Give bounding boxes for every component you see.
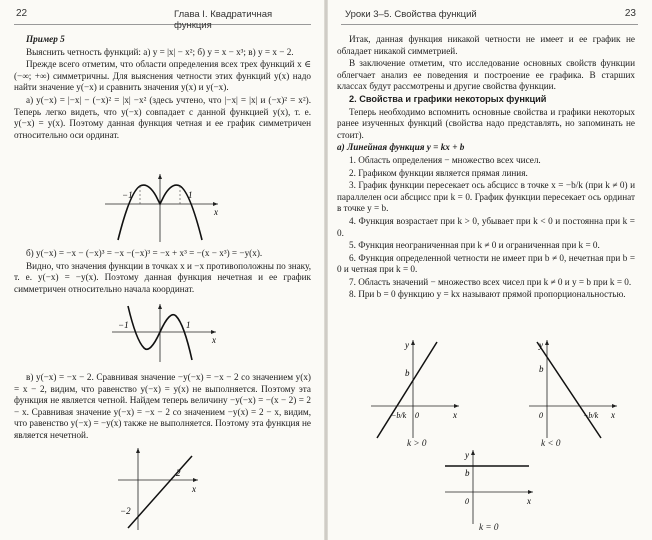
x-arrow-icon	[612, 404, 617, 408]
paragraph: Видно, что значения функции в точках x и −x противоположны по знаку, т. е. y(−x) = −y(x). Поэтому данная функция нечетная и ее график симметричен относительно начала координат.	[14, 260, 311, 294]
running-title: Уроки 3–5. Свойства функций	[345, 9, 477, 20]
paragraph: В заключение отметим, что исследование основных свойств функции облегчает анализ ее поведения и построение ее графика. В старших классах будут рассмотрены и другие свойства функции.	[337, 58, 635, 92]
paragraph: Итак, данная функция никакой четности не имеет и ее график не обладает никакой симметрией.	[337, 34, 635, 56]
section-heading: 2. Свойства и графики некоторых функций	[349, 93, 547, 104]
paragraph: в) y(−x) = −x − 2. Сравнивая значение −y(−x) = −x − 2 со значением y(x) = x − 2, видим, что равенство y(−x) = y(x) не выполняется. Поэтому эта функция не является четной. Найдем теперь величину −y(−x) = −(x − 2) = 2 − x. Сравнивая значение y(−x) = −x − 2 со значением −y(x) = 2 − x, видим, что равенство y(−x) = −y(x) также не выполняется. Поэтому эта функция не является нечетной.	[14, 372, 311, 440]
axis-label: x	[611, 410, 615, 420]
list-item: 1. Область определения − множество всех чисел.	[349, 154, 541, 165]
list-item: 4. Функция возрастает при k > 0, убывает при k < 0 и постоянна при k = 0.	[337, 215, 635, 238]
axis-label: x	[453, 410, 457, 420]
y-arrow-icon	[158, 174, 162, 179]
paragraph: б) y(−x) = −x − (−x)³ = −x −(−x)³ = −x + x³ = −(x − x³) = −y(x).	[26, 248, 263, 258]
axis-label: x	[214, 207, 218, 217]
tick-label: 1	[186, 320, 191, 330]
running-title: Глава I. Квадратичная функция	[174, 9, 273, 31]
subsection-heading: а) Линейная функция y = kx + b	[337, 142, 465, 153]
left-page	[0, 0, 325, 540]
y-arrow-icon	[136, 448, 140, 453]
tick-label: −2	[120, 506, 131, 516]
odd-function-graph	[108, 302, 226, 364]
paragraph: Теперь необходимо вспомнить основные свойства и графики некоторых ранее изученных функций (свойства надо представлять, но запоминать не стоит).	[337, 106, 635, 140]
intercept-label: b	[405, 368, 410, 378]
tick-label: −1	[118, 320, 129, 330]
x-arrow-icon	[211, 330, 216, 334]
caption: k < 0	[541, 438, 561, 448]
root-label: −b/k	[583, 411, 599, 420]
origin-label: 0	[539, 411, 543, 420]
x-arrow-icon	[528, 490, 533, 494]
linear-function-graph	[114, 446, 204, 532]
list-item: 7. Область значений − множество всех чисел при k ≠ 0 и y = b при k = 0.	[349, 276, 632, 287]
graph-k-zero	[441, 448, 541, 528]
graph-k-positive	[367, 338, 467, 442]
right-page	[327, 0, 652, 540]
text-block-right	[337, 34, 635, 302]
right-page-header	[341, 8, 638, 25]
even-function-graph	[100, 172, 230, 244]
list-item: 3. График функции пересекает ось абсцисс в точке x = −b/k (при k ≠ 0) и параллелен оси абсцисс при k = 0. График функции пересекает ось ординат в точке y = b.	[337, 180, 635, 214]
origin-label: 0	[415, 411, 419, 420]
intercept-label: b	[465, 468, 470, 478]
y-arrow-icon	[158, 304, 162, 309]
tick-label: −1	[122, 190, 133, 200]
paragraph: Прежде всего отметим, что области определения всех трех функций x ∈ (−∞; +∞) симметричны. Для выяснения четности этих функций y(x) надо найти значение y(−x) и сравнить значения y(x) и y(−x).	[14, 59, 311, 93]
axis-label: x	[527, 496, 531, 506]
text-block-2	[14, 248, 311, 296]
list-item: 2. Графиком функции является прямая линия.	[349, 167, 528, 178]
caption: k > 0	[407, 438, 427, 448]
axis-label: x	[192, 484, 196, 494]
paragraph: а) y(−x) = |−x| − (−x)² = |x| −x² (здесь учтено, что |−x| = |x| и (−x)² = x²). Теперь легко видеть, что y(−x) совпадает с данной функцией y(x), т. е. y(−x) = y(x). Поэтому данная функция четная и ее график симметричен относительно оси ординат.	[14, 94, 311, 140]
page-number: 22	[16, 8, 28, 19]
list-item: 6. Функция определенной четности не имеет при b ≠ 0, нечетная при b = 0 и четная при k = 0.	[337, 252, 635, 275]
axis-label: y	[539, 340, 543, 350]
line-graph	[377, 342, 437, 438]
page-number: 23	[624, 8, 636, 19]
axis-label: y	[405, 340, 409, 350]
x-arrow-icon	[193, 478, 198, 482]
x-arrow-icon	[454, 404, 459, 408]
axis-label: y	[465, 450, 469, 460]
x-arrow-icon	[213, 202, 218, 206]
line-graph	[537, 342, 601, 438]
y-arrow-icon	[471, 450, 475, 455]
paragraph: Выяснить четность функций: а) y = |x| − x²; б) y = x − x³; в) y = x − 2.	[26, 46, 294, 57]
caption: k = 0	[479, 522, 499, 532]
axis-label: x	[212, 335, 216, 345]
graph-k-negative	[525, 338, 625, 442]
tick-label: 2	[176, 468, 181, 478]
list-item: 5. Функция неограниченная при k ≠ 0 и ограниченная при k = 0.	[349, 240, 600, 251]
tick-label: 1	[188, 190, 193, 200]
root-label: −b/k	[391, 411, 407, 420]
text-block-3	[14, 372, 311, 443]
example-heading: Пример 5	[26, 34, 65, 44]
left-page-header	[14, 8, 311, 31]
origin-label: 0	[465, 497, 469, 506]
y-arrow-icon	[545, 340, 549, 345]
intercept-label: b	[539, 364, 544, 374]
y-arrow-icon	[411, 340, 415, 345]
text-block-1	[14, 34, 311, 142]
list-item: 8. При b = 0 функцию y = kx называют прямой пропорциональностью.	[349, 289, 626, 300]
